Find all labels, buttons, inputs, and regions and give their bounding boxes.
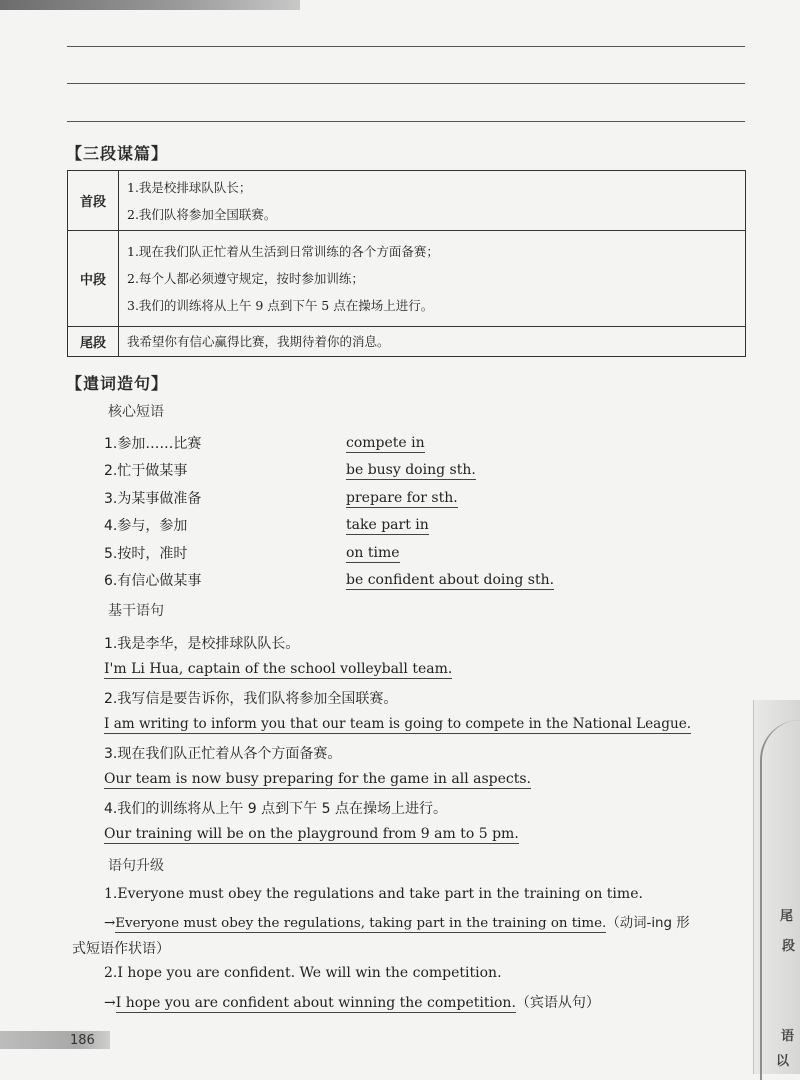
phrase-chinese: 3.为某事做准备 [104, 491, 202, 507]
upgrade-original: 2.I hope you are confident. We will win the competition. [104, 965, 502, 981]
phrase-english: on time [346, 545, 400, 561]
plan-row-opening [68, 171, 746, 231]
upgrade-title: 语句升级 [108, 858, 164, 874]
plan-line: 2.每个人都必须遵守规定，按时参加训练； [127, 271, 364, 286]
plan-line: 我希望你有信心赢得比赛，我期待着你的消息。 [127, 334, 390, 349]
plan-line: 1.我是校排球队队长； [127, 179, 252, 195]
top-header-band [0, 0, 300, 10]
phrase-chinese: 5.按时，准时 [104, 546, 188, 562]
arrow-icon: → [104, 995, 116, 1011]
writing-line [67, 46, 745, 47]
upgrade-note-continued: 式短语作状语） [72, 941, 170, 957]
side-fragment-text: 段 [782, 939, 796, 954]
page-number: 186 [70, 1033, 95, 1048]
sentence-english: Our training will be on the playground from 9 am to 5 pm. [104, 826, 519, 842]
plan-row-ending [68, 327, 746, 357]
sentence-english: I'm Li Hua, captain of the school volleyball team. [104, 661, 453, 677]
plan-line: 2.我们队将参加全国联赛。 [127, 206, 277, 222]
upgrade-result [104, 992, 600, 1012]
upgrade-sentence: I hope you are confident about winning the competition. [115, 995, 516, 1011]
plan-row-middle [68, 231, 746, 327]
side-fragment-text: 语 [781, 1029, 795, 1044]
upgrade-note: （动词-ing 形 [606, 916, 690, 931]
plan-row-label: 中段 [68, 231, 119, 327]
phrase-english: take part in [346, 517, 429, 533]
side-fragment-text: 尾 [780, 909, 794, 924]
plan-row-label: 尾段 [68, 327, 119, 357]
phrase-english: prepare for sth. [346, 490, 458, 506]
upgrade-note: （宾语从句） [515, 995, 600, 1011]
sentence-english: I am writing to inform you that our team is going to compete in the National League. [104, 716, 692, 732]
core-phrases-title: 核心短语 [108, 404, 164, 420]
plan-row-content [119, 231, 746, 327]
plan-table [67, 170, 746, 357]
basic-sentences-title: 基干语句 [108, 603, 164, 619]
phrase-english: compete in [346, 435, 425, 451]
section-title-plan: 【三段谋篇】 [66, 144, 169, 163]
sentence-chinese: 1.我是李华，是校排球队队长。 [104, 636, 300, 652]
plan-row-content [119, 327, 746, 357]
upgrade-result [104, 912, 690, 931]
sentence-chinese: 3.现在我们队正忙着从各个方面备赛。 [104, 746, 342, 762]
sentence-english: Our team is now busy preparing for the game in all aspects. [104, 771, 532, 787]
phrase-chinese: 2.忙于做某事 [104, 463, 188, 479]
plan-line: 3.我们的训练将从上午 9 点到下午 5 点在操场上进行。 [127, 298, 434, 313]
arrow-icon: → [104, 916, 116, 931]
section-title-words: 【遣词造句】 [66, 374, 169, 393]
phrase-chinese: 1.参加……比赛 [104, 436, 202, 452]
phrase-english: be busy doing sth. [346, 462, 476, 478]
plan-row-content [119, 171, 746, 231]
side-fragment-text: 以 [776, 1054, 790, 1069]
phrase-chinese: 4.参与，参加 [104, 518, 188, 534]
upgrade-original: 1.Everyone must obey the regulations and take part in the training on time. [104, 886, 643, 902]
plan-row-label: 首段 [68, 171, 119, 231]
plan-line: 1.现在我们队正忙着从生活到日常训练的各个方面备赛； [127, 244, 439, 259]
upgrade-sentence: Everyone must obey the regulations, taking part in the training on time. [115, 916, 607, 931]
writing-line [67, 121, 745, 122]
phrase-chinese: 6.有信心做某事 [104, 573, 202, 589]
sentence-chinese: 4.我们的训练将从上午 9 点到下午 5 点在操场上进行。 [104, 801, 447, 817]
writing-line [67, 83, 745, 84]
sentence-chinese: 2.我写信是要告诉你，我们队将参加全国联赛。 [104, 691, 398, 707]
phrase-english: be confident about doing sth. [346, 572, 555, 588]
